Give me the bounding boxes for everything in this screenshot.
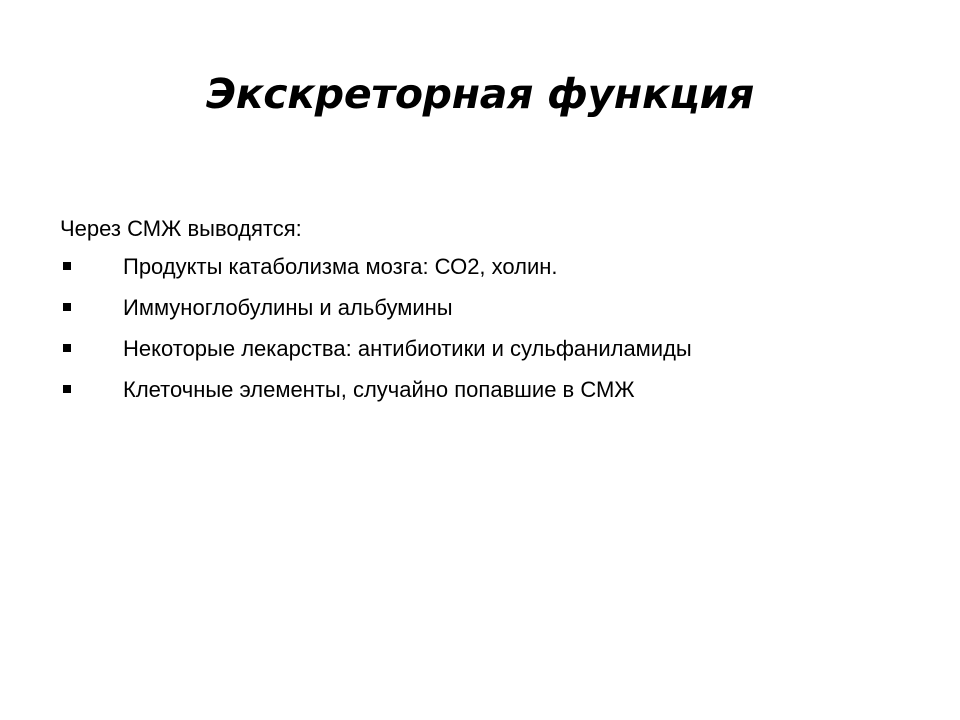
square-bullet-icon <box>63 344 71 352</box>
bullet-text: Иммуноглобулины и альбумины <box>123 295 453 320</box>
bullet-list <box>60 252 920 416</box>
square-bullet-icon <box>63 385 71 393</box>
bullet-text: Продукты катаболизма мозга: СО2, холин. <box>123 254 558 279</box>
list-item <box>60 293 920 334</box>
bullet-text: Некоторые лекарства: антибиотики и сульфаниламиды <box>123 336 692 361</box>
list-item <box>60 252 920 293</box>
intro-text: Через СМЖ выводятся: <box>60 216 302 241</box>
bullet-text: Клеточные элементы, случайно попавшие в СМЖ <box>123 377 635 402</box>
square-bullet-icon <box>63 303 71 311</box>
slide-title: Экскреторная функция <box>205 70 755 118</box>
list-item <box>60 375 920 416</box>
square-bullet-icon <box>63 262 71 270</box>
slide-body <box>60 214 920 416</box>
list-item <box>60 334 920 375</box>
